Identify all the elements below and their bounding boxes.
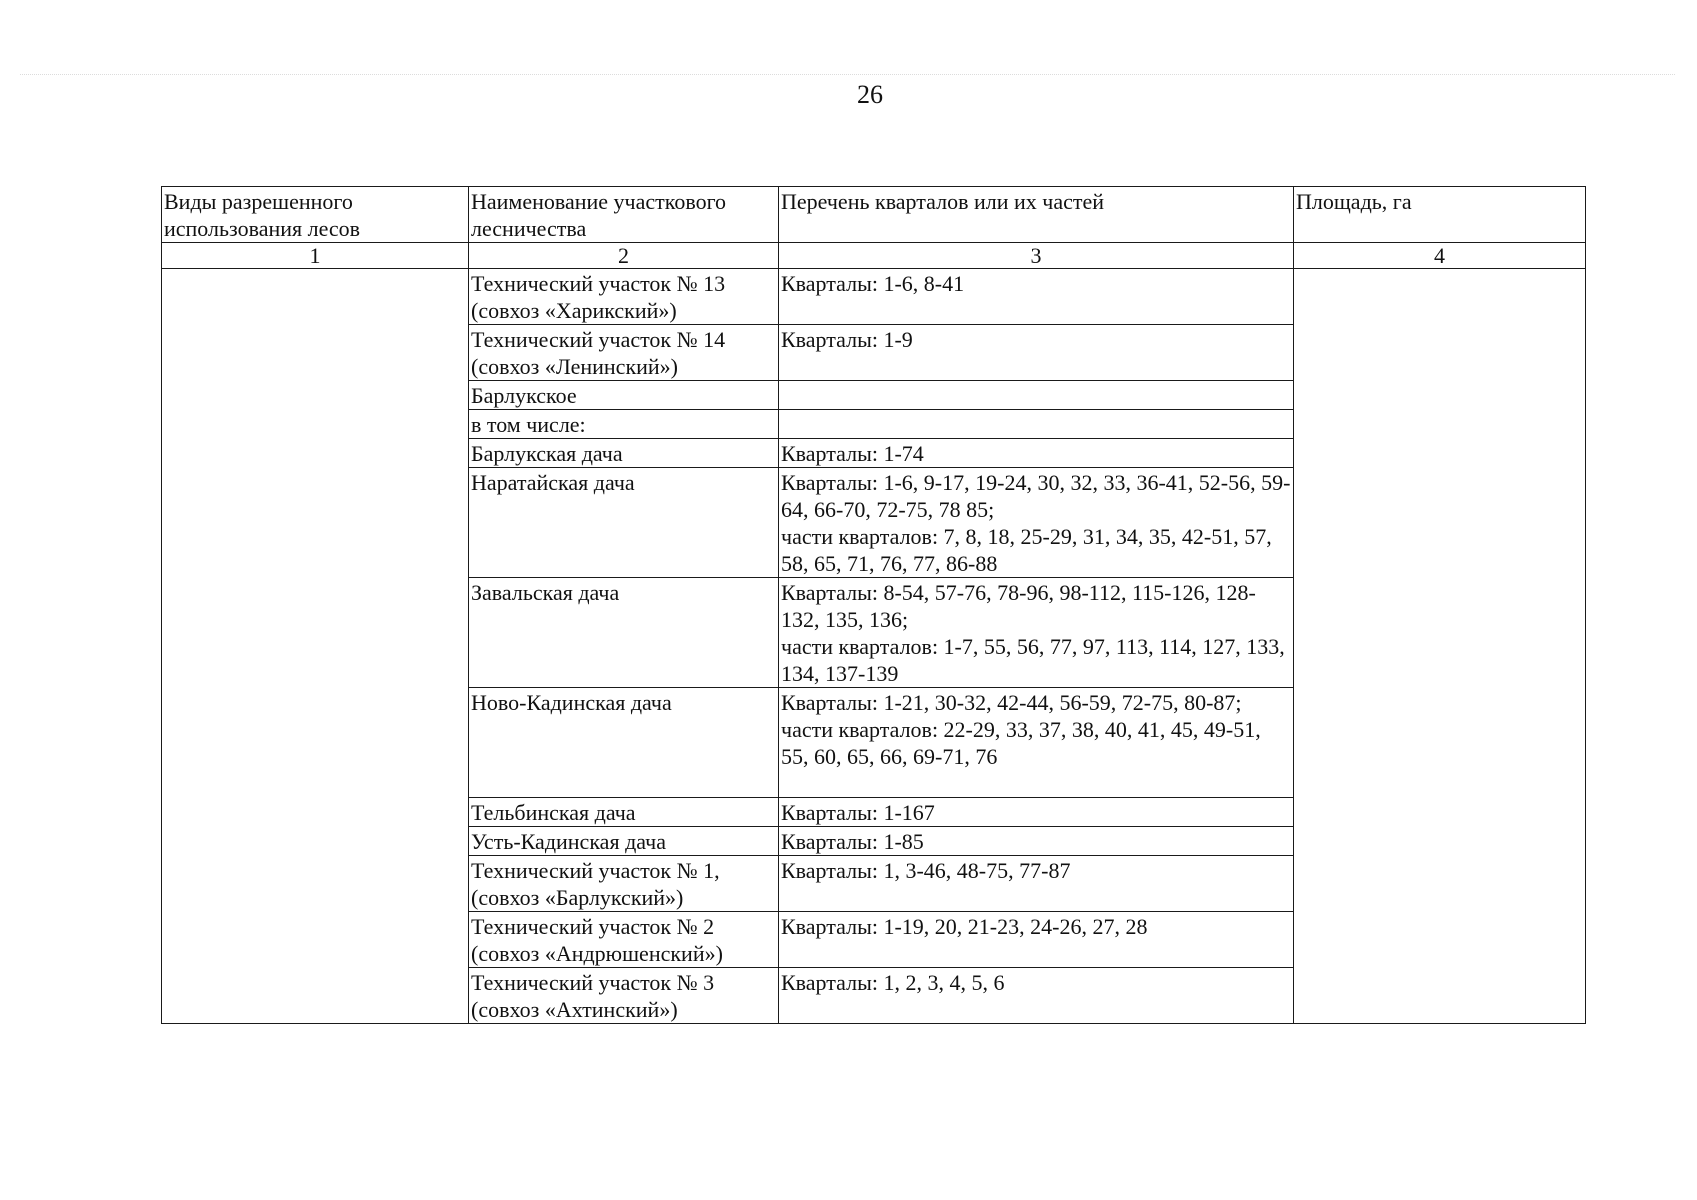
quarters-cell: Кварталы: 1-6, 8-41 [779,269,1294,325]
header-cell-area: Площадь, га [1294,187,1586,243]
forestry-name-cell: Тельбинская дача [469,798,779,827]
quarters-cell [779,578,1294,688]
header-cell-quarters: Перечень кварталов или их частей [779,187,1294,243]
quarters-cell [779,468,1294,578]
quarters-cell [779,381,1294,410]
quarters-cell: Кварталы: 1-9 [779,325,1294,381]
quarters-cell: Кварталы: 1-167 [779,798,1294,827]
quarters-cell: Кварталы: 1, 2, 3, 4, 5, 6 [779,968,1294,1024]
quarters-cell: Кварталы: 1-19, 20, 21-23, 24-26, 27, 28 [779,912,1294,968]
forestry-name-cell: Технический участок № 3 (совхоз «Ахтинский») [469,968,779,1024]
quarters-cell: Кварталы: 1-85 [779,827,1294,856]
forestry-name-cell: Усть-Кадинская дача [469,827,779,856]
header-row [162,187,1586,243]
forestry-name-cell: Барлукская дача [469,439,779,468]
column-number: 1 [162,243,469,269]
forestry-name-cell: Завальская дача [469,578,779,688]
quarters-cell: Кварталы: 1, 3-46, 48-75, 77-87 [779,856,1294,912]
header-cell-forestry-name: Наименование участкового лесничества [469,187,779,243]
forestry-name-cell: Технический участок № 2 (совхоз «Андрюшенский») [469,912,779,968]
quarters-parts: части кварталов: 1-7, 55, 56, 77, 97, 113, 114, 127, 133, 134, 137-139 [781,634,1285,686]
column-number: 2 [469,243,779,269]
quarters-parts: части кварталов: 7, 8, 18, 25-29, 31, 34, 35, 42-51, 57, 58, 65, 71, 76, 77, 86-88 [781,524,1272,576]
area-cell [1294,269,1586,1024]
forestry-name-cell: Технический участок № 1, (совхоз «Барлукский») [469,856,779,912]
forestry-name-cell: Барлукское [469,381,779,410]
column-number: 4 [1294,243,1586,269]
quarters-full: Кварталы: 8-54, 57-76, 78-96, 98-112, 115-126, 128-132, 135, 136; [781,580,1256,632]
quarters-cell: Кварталы: 1-74 [779,439,1294,468]
column-number-row [162,243,1586,269]
forest-use-table [161,186,1586,1024]
forestry-name-cell: в том числе: [469,410,779,439]
header-cell-use-type: Виды разрешенного использования лесов [162,187,469,243]
top-rule [20,74,1675,75]
quarters-cell [779,688,1294,798]
forestry-name-cell: Технический участок № 14 (совхоз «Ленинский») [469,325,779,381]
forestry-name-cell: Наратайская дача [469,468,779,578]
quarters-full: Кварталы: 1-21, 30-32, 42-44, 56-59, 72-75, 80-87; [781,690,1242,715]
forestry-name-cell: Ново-Кадинская дача [469,688,779,798]
use-type-cell [162,269,469,1024]
quarters-parts: части кварталов: 22-29, 33, 37, 38, 40, 41, 45, 49-51, 55, 60, 65, 66, 69-71, 76 [781,717,1261,769]
table-row [162,269,1586,325]
column-number: 3 [779,243,1294,269]
page-number: 26 [857,80,883,109]
quarters-full: Кварталы: 1-6, 9-17, 19-24, 30, 32, 33, 36-41, 52-56, 59-64, 66-70, 72-75, 78 85; [781,470,1291,522]
quarters-cell [779,410,1294,439]
forestry-name-cell: Технический участок № 13 (совхоз «Харикский») [469,269,779,325]
